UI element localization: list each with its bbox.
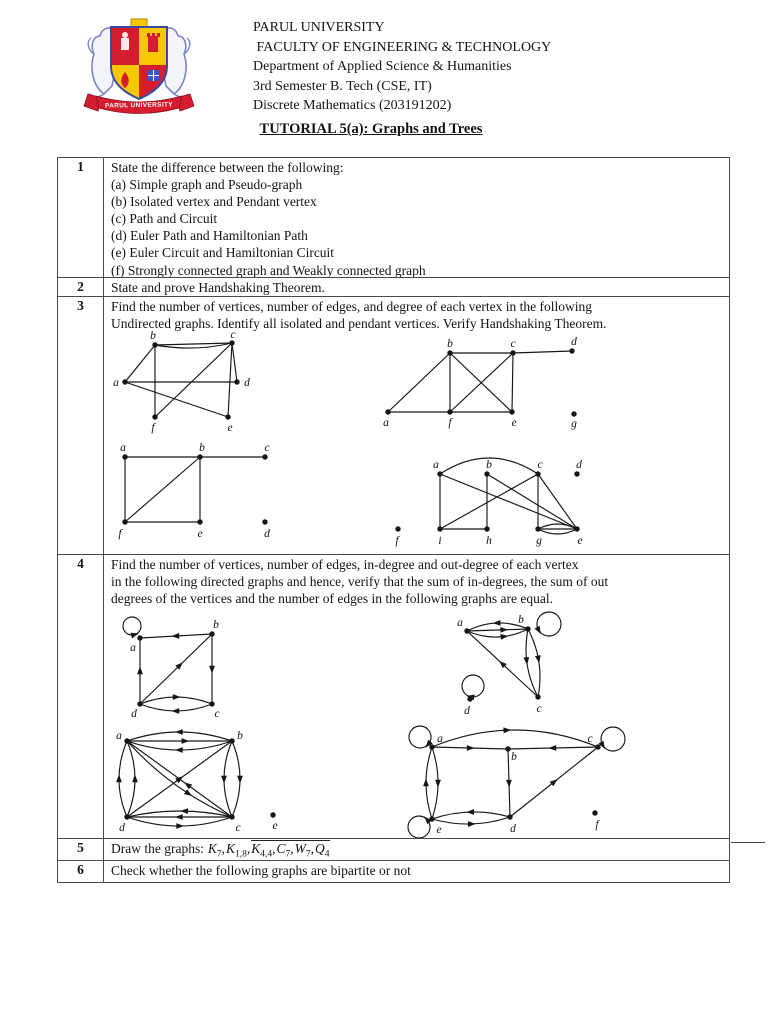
header-university: PARUL UNIVERSITY <box>253 20 385 35</box>
header-department: Department of Applied Science & Humanities <box>253 59 512 74</box>
svg-text:c: c <box>587 733 593 745</box>
question-row-3 <box>58 297 729 555</box>
question-row-5 <box>58 839 729 861</box>
svg-text:f: f <box>151 422 155 434</box>
question-text: Find the number of vertices, number of edges, in-degree and out-degree of each vertex in the following directed graphs and hence, verify that the sum of in-degrees, the sum of out degrees of the vertices and the number of edges in the following graphs are equal. a b c d a b c d a b d c e a b c e d f <box>104 555 729 838</box>
question-row-2 <box>58 278 729 297</box>
svg-text:b: b <box>237 730 243 742</box>
question-number: 3 <box>58 297 104 554</box>
question-text: State the difference between the following: (a) Simple graph and Pseudo-graph (b) Isolated vertex and Pendant vertex (c) Path and Circuit (d) Euler Path and Hamiltonian Path (e) Euler Circuit and Hamiltonian Circuit (f) Strongly connected graph and Weakly connected graph <box>111 160 426 277</box>
svg-text:d: d <box>510 823 516 835</box>
svg-text:b: b <box>511 751 517 763</box>
header-faculty: FACULTY OF ENGINEERING & TECHNOLOGY <box>253 39 552 55</box>
svg-text:a: a <box>130 642 136 654</box>
svg-text:e: e <box>436 824 442 836</box>
svg-text:e: e <box>511 417 517 429</box>
question-text: Check whether the following graphs are bipartite or not <box>111 863 411 878</box>
svg-text:e: e <box>197 528 203 540</box>
svg-text:b: b <box>447 338 453 350</box>
svg-text:e: e <box>227 422 233 434</box>
header-course: Discrete Mathematics (203191202) <box>253 98 452 113</box>
scan-artifact-line <box>731 842 765 843</box>
svg-text:c: c <box>214 708 220 720</box>
question-number: 1 <box>58 158 104 277</box>
svg-text:f: f <box>448 417 452 429</box>
question-number: 2 <box>58 278 104 296</box>
svg-text:d: d <box>464 705 470 717</box>
svg-text:e: e <box>272 820 278 832</box>
svg-text:a: a <box>437 733 443 745</box>
graph-names-math: $K_7,K_{1,8},K_{4,4},C_7,W_7,Q_4$ <box>207 841 330 860</box>
question-number: 4 <box>58 555 104 838</box>
directed-graph-4 <box>394 707 637 838</box>
tutorial-title: TUTORIAL 5(a): Graphs and Trees <box>259 121 483 137</box>
svg-text:a: a <box>113 377 119 389</box>
svg-text:b: b <box>518 614 524 626</box>
question-row-6 <box>58 861 729 882</box>
svg-text:b: b <box>150 330 156 342</box>
crest-top-icon <box>131 19 147 27</box>
svg-text:d: d <box>244 377 250 389</box>
svg-text:a: a <box>457 617 463 629</box>
scan-artifact-line <box>640 838 729 839</box>
svg-text:i: i <box>438 535 442 547</box>
svg-text:a: a <box>116 730 122 742</box>
directed-graph-3 <box>104 713 312 838</box>
svg-text:b: b <box>486 459 492 471</box>
header-semester: 3rd Semester B. Tech (CSE, IT) <box>253 78 432 94</box>
svg-text:c: c <box>536 703 542 715</box>
svg-text:c: c <box>264 442 270 454</box>
svg-text:a: a <box>120 442 126 454</box>
svg-text:d: d <box>264 528 270 540</box>
shield-icon <box>111 27 167 101</box>
svg-text:a: a <box>383 417 389 429</box>
svg-text:d: d <box>576 459 582 471</box>
svg-text:g: g <box>571 418 577 430</box>
svg-text:d: d <box>131 708 137 720</box>
svg-text:b: b <box>213 619 219 631</box>
svg-text:c: c <box>537 459 543 471</box>
question-number: 6 <box>58 861 104 882</box>
undirected-graph-2 <box>368 321 626 448</box>
question-row-4 <box>58 555 729 839</box>
banner-text: PARUL UNIVERSITY <box>104 101 174 110</box>
svg-text:f: f <box>595 819 599 831</box>
question-text: Find the number of vertices, number of edges, and degree of each vertex in the following Undirected graphs. Identify all isolated and pendant vertices. Verify Handshaking Theorem. a b c d f e b c d a f e g a b c f e d a b c d f i h g e <box>104 297 729 554</box>
svg-text:f: f <box>395 535 399 547</box>
questions-table <box>57 157 730 883</box>
question-5-prefix: Draw the graphs: <box>111 841 208 856</box>
svg-text:f: f <box>118 528 122 540</box>
svg-text:g: g <box>536 535 542 547</box>
svg-text:c: c <box>230 329 236 341</box>
svg-text:a: a <box>433 459 439 471</box>
svg-text:d: d <box>571 336 577 348</box>
svg-text:c: c <box>235 822 241 834</box>
question-row-1 <box>58 158 729 278</box>
undirected-graph-3 <box>104 428 292 554</box>
svg-text:c: c <box>510 338 516 350</box>
question-number: 5 <box>58 839 104 860</box>
svg-text:b: b <box>199 442 205 454</box>
svg-text:e: e <box>577 535 583 547</box>
undirected-graph-4 <box>381 440 634 554</box>
document-header <box>253 18 551 116</box>
svg-text:h: h <box>486 535 492 547</box>
question-text <box>104 839 729 860</box>
university-logo <box>78 10 200 118</box>
question-text: State and prove Handshaking Theorem. <box>111 280 325 295</box>
svg-text:d: d <box>119 822 125 834</box>
